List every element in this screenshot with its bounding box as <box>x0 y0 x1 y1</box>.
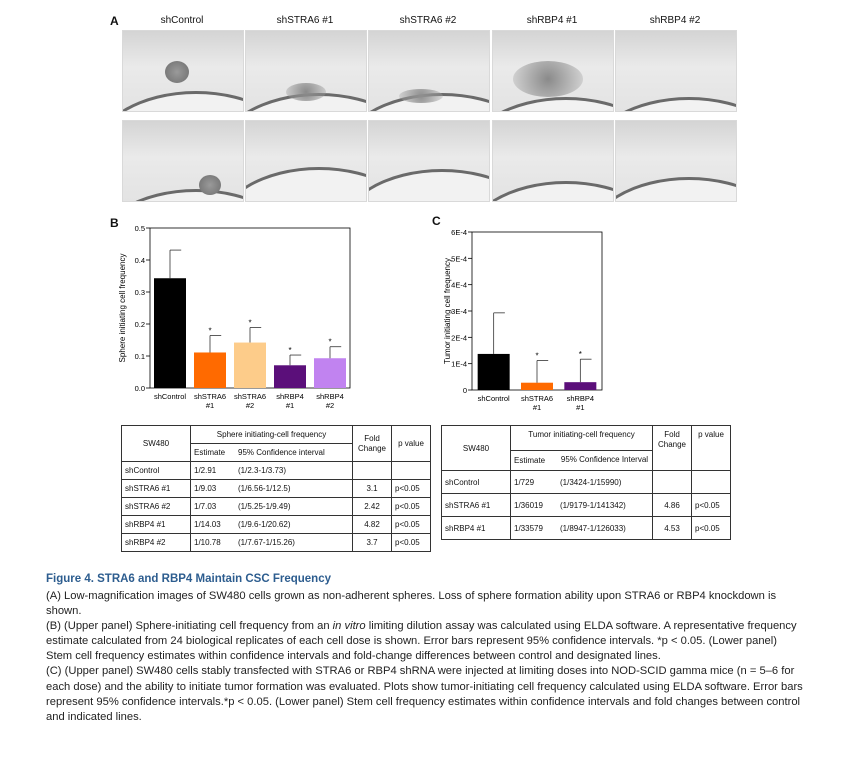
x-tick-label: shControl <box>153 392 187 401</box>
y-axis-label: Tumor initiating cell frequency <box>443 258 452 364</box>
table-b-cell-line: shSTRA6 #2 <box>122 498 191 516</box>
table-b-cell-fold: 4.82 <box>353 516 392 534</box>
caption-b-italic: in vitro <box>332 620 366 633</box>
bar-shstra6-1 <box>521 383 553 390</box>
table-b-cell-p <box>392 462 431 480</box>
caption-paragraph-b <box>46 619 806 664</box>
y-tick-label: 0.2 <box>134 320 145 329</box>
column-label-shrbp4-1: shRBP4 #1 <box>526 15 578 26</box>
table-b-p-header: p value <box>392 426 431 462</box>
column-label-shstra6-1: shSTRA6 #1 <box>276 15 334 26</box>
significance-marker: * <box>328 337 332 347</box>
table-c-cell-p: p<0.05 <box>692 517 731 540</box>
table-b-cell-ci: (1/5.25-1/9.49) <box>235 498 353 516</box>
table-c-cell-ci: (1/3424-1/15990) <box>557 471 653 494</box>
significance-marker: * <box>248 318 252 328</box>
x-tick-label: shRBP4 <box>316 392 344 401</box>
table-c-cell-line: shSTRA6 #1 <box>442 494 511 517</box>
table-b-cell-estimate: 1/10.78 <box>191 534 236 552</box>
table-b-header: Sphere initiating-cell frequency <box>191 426 353 444</box>
x-tick-label: #1 <box>576 403 585 412</box>
micrograph-shrbp4-2-2 <box>615 120 737 202</box>
table-b-cell-fold: 3.1 <box>353 480 392 498</box>
micrograph-shstra6-1-2 <box>245 120 367 202</box>
bar-shrbp4-1 <box>564 382 596 390</box>
panel-label-a: A <box>110 14 119 28</box>
table-b-cell-estimate: 1/14.03 <box>191 516 236 534</box>
bar-shrbp4-2 <box>314 358 346 388</box>
table-b-cell-estimate: 1/7.03 <box>191 498 236 516</box>
tumor-frequency-table <box>441 425 731 540</box>
x-tick-label: #1 <box>532 403 542 412</box>
table-b-cell-line: shRBP4 #2 <box>122 534 191 552</box>
x-tick-label: #2 <box>245 401 255 410</box>
y-axis-label: Sphere initiating cell frequency <box>118 253 127 363</box>
table-c-cell-fold: 4.53 <box>653 517 692 540</box>
tumor-frequency-chart <box>440 222 610 417</box>
table-c-corner: SW480 <box>442 426 511 471</box>
table-row <box>122 498 431 516</box>
table-row <box>442 471 731 494</box>
table-c-cell-estimate: 1/36019 <box>511 494 558 517</box>
table-b-cell-line: shControl <box>122 462 191 480</box>
table-b-cell-line: shSTRA6 #1 <box>122 480 191 498</box>
x-tick-label: shSTRA6 <box>520 394 554 403</box>
sphere-frequency-chart <box>112 222 372 417</box>
table-b-corner: SW480 <box>122 426 191 462</box>
panel-label-c: C <box>432 214 441 228</box>
table-c-cell-fold: 4.86 <box>653 494 692 517</box>
significance-marker: * <box>288 346 292 356</box>
x-tick-label: #1 <box>205 401 215 410</box>
column-label-shrbp4-2: shRBP4 #2 <box>649 15 701 26</box>
bar-shcontrol <box>154 278 186 388</box>
table-row <box>122 516 431 534</box>
caption-paragraph-a: (A) Low-magnification images of SW480 cells grown as non-adherent spheres. Loss of sphere formation ability upon STRA6 or RBP4 knockdown is shown. <box>46 590 777 618</box>
table-c-ci-header: 95% Confidence Interval <box>557 450 653 470</box>
sphere-frequency-table <box>121 425 431 552</box>
table-b-cell-fold: 2.42 <box>353 498 392 516</box>
table-c-cell-fold <box>653 471 692 494</box>
y-tick-label: 6E-4 <box>451 228 467 237</box>
column-label-shstra6-2: shSTRA6 #2 <box>399 15 457 26</box>
micrograph-shstra6-2-1 <box>368 30 490 112</box>
micrograph-shcontrol-2 <box>122 120 244 202</box>
figure-title: Figure 4. STRA6 and RBP4 Maintain CSC Frequency <box>46 573 331 585</box>
table-c-cell-line: shRBP4 #1 <box>442 517 511 540</box>
x-tick-label: shSTRA6 <box>233 392 267 401</box>
caption-b-part2: limiting dilution assay was calculated using ELDA software. A representative frequency estimate calculated from 24 biological replicates of each cell dose is shown. Error bars represent 95% confidence intervals. *p < 0.05. (Lower panel) Stem cell frequency estimates within confidence intervals and fold-change differences between control and designated lines. <box>46 620 797 663</box>
y-tick-label: 4E-4 <box>451 280 467 290</box>
table-c-cell-p: p<0.05 <box>692 494 731 517</box>
table-row <box>122 480 431 498</box>
bar-shstra6-2 <box>234 343 266 388</box>
x-tick-label: shRBP4 <box>566 394 595 403</box>
x-tick-label: #2 <box>325 401 335 410</box>
table-row <box>122 462 431 480</box>
table-b-fold-header: Fold Change <box>353 426 392 462</box>
y-tick-label: 0.5 <box>134 224 145 233</box>
micrograph-shrbp4-1-2 <box>492 120 614 202</box>
table-row <box>442 494 731 517</box>
micrograph-shrbp4-1-1 <box>492 30 614 112</box>
x-tick-label: shRBP4 <box>276 392 304 401</box>
y-tick-label: 0.1 <box>134 352 145 361</box>
table-b-estimate-header: Estimate <box>191 444 236 462</box>
micrograph-shstra6-2-2 <box>368 120 490 202</box>
significance-marker: * <box>208 326 212 336</box>
x-tick-label: shSTRA6 <box>193 392 227 401</box>
figure-caption <box>46 589 806 725</box>
table-c-estimate-header: Estimate <box>511 450 558 470</box>
table-row <box>122 534 431 552</box>
table-row <box>442 517 731 540</box>
caption-paragraph-c: (C) (Upper panel) SW480 cells stably transfected with STRA6 or RBP4 shRNA were injected at limiting doses into NOD-SCID gamma mice (n = 5–6 for each dose) and the ability to initiate tumor formation was evaluated. Plots show tumor-initiating cell frequency calculated using ELDA software. Error bars represent 95% confidence intervals.*p < 0.05. (Lower panel) Stem cell frequency estimates within confidence intervals and fold changes between control and indicated lines. <box>46 665 803 723</box>
table-b-cell-fold: 3.7 <box>353 534 392 552</box>
significance-marker: * <box>535 351 539 361</box>
table-b-cell-p: p<0.05 <box>392 516 431 534</box>
column-label-shcontrol: shControl <box>160 15 204 26</box>
y-tick-label: 0.4 <box>134 256 145 265</box>
table-b-cell-line: shRBP4 #1 <box>122 516 191 534</box>
table-b-cell-ci: (1/2.3-1/3.73) <box>235 462 353 480</box>
table-b-cell-ci: (1/6.56-1/12.5) <box>235 480 353 498</box>
micrograph-shcontrol-1 <box>122 30 244 112</box>
y-tick-label: 5E-4 <box>451 254 467 264</box>
y-tick-label: 0.0 <box>134 384 145 393</box>
panel-label-b: B <box>110 216 119 230</box>
table-b-cell-estimate: 1/2.91 <box>191 462 236 480</box>
table-c-cell-line: shControl <box>442 471 511 494</box>
y-tick-label: 2E-4 <box>451 333 467 343</box>
table-b-cell-p: p<0.05 <box>392 480 431 498</box>
x-tick-label: shControl <box>477 394 510 403</box>
table-c-cell-estimate: 1/729 <box>511 471 558 494</box>
table-b-cell-p: p<0.05 <box>392 534 431 552</box>
bar-shrbp4-1 <box>274 365 306 388</box>
table-c-header: Tumor initiating-cell frequency <box>511 426 653 451</box>
table-c-cell-p <box>692 471 731 494</box>
y-tick-label: 1E-4 <box>451 359 467 369</box>
y-tick-label: 0 <box>462 386 467 395</box>
y-tick-label: 3E-4 <box>451 307 467 316</box>
table-c-fold-header: Fold Change <box>653 426 692 471</box>
table-b-ci-header: 95% Confidence interval <box>235 444 353 462</box>
table-b-cell-fold <box>353 462 392 480</box>
table-c-cell-ci: (1/8947-1/126033) <box>557 517 653 540</box>
micrograph-shrbp4-2-1 <box>615 30 737 112</box>
bar-shstra6-1 <box>194 352 226 388</box>
table-c-p-header: p value <box>692 426 731 471</box>
table-c-cell-ci: (1/9179-1/141342) <box>557 494 653 517</box>
table-b-cell-estimate: 1/9.03 <box>191 480 236 498</box>
y-tick-label: 0.3 <box>134 288 145 297</box>
table-b-cell-p: p<0.05 <box>392 498 431 516</box>
micrograph-shstra6-1-1 <box>245 30 367 112</box>
caption-b-part1: (B) (Upper panel) Sphere-initiating cell frequency from an <box>46 620 333 633</box>
table-b-cell-ci: (1/9.6-1/20.62) <box>235 516 353 534</box>
significance-marker: * <box>578 350 582 360</box>
bar-shcontrol <box>478 354 510 390</box>
table-c-cell-estimate: 1/33579 <box>511 517 558 540</box>
table-b-cell-ci: (1/7.67-1/15.26) <box>235 534 353 552</box>
x-tick-label: #1 <box>285 401 295 410</box>
